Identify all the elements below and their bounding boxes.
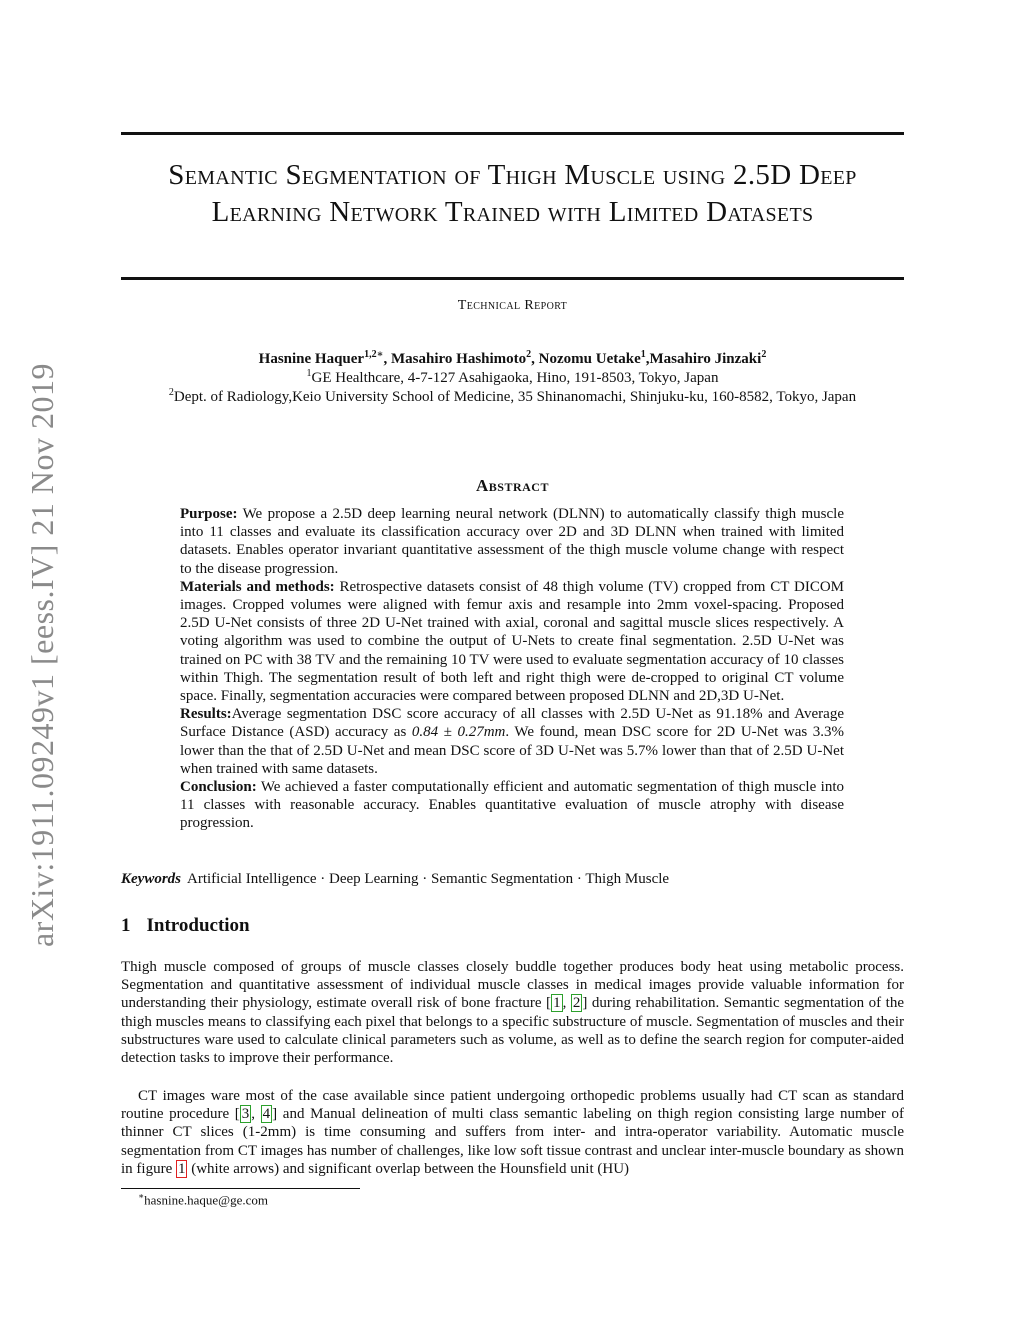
arxiv-identifier-stamp: arXiv:1911.09249v1 [eess.IV] 21 Nov 2019 xyxy=(24,362,60,948)
paper-title: Semantic Segmentation of Thigh Muscle using 2.5D Deep Learning Network Trained with Limited Datasets xyxy=(168,159,857,228)
citation-link[interactable]: 1 xyxy=(553,995,561,1012)
abstract-methods xyxy=(180,578,844,705)
affiliation-1 xyxy=(121,369,904,388)
results-math: 0.84 ± 0.27mm xyxy=(411,724,506,741)
footnote-rule xyxy=(121,1188,360,1189)
affiliation-2 xyxy=(121,388,904,407)
author-block xyxy=(121,350,904,407)
keywords xyxy=(121,871,904,888)
paragraph-1-text-b: ] during rehabilitation. Semantic segmentation of the thigh muscles means to classifying each pixel that belongs to a specific substructure of muscle. Segmentation of muscles and their substructures ware used to calculate clinical parameters such as volume, as well as to define the search region for computer-aided detection tasks to improve their performance. xyxy=(121,995,905,1067)
footnote-mark: ∗ xyxy=(138,1191,145,1201)
purpose-label: Purpose: xyxy=(180,506,238,522)
author-1: Hasnine Haquer xyxy=(258,351,365,367)
section-number: 1 xyxy=(121,915,131,936)
citation-link[interactable]: 2 xyxy=(572,995,581,1012)
intro-paragraph-2 xyxy=(121,1087,904,1178)
author-4-affiliation: 2 xyxy=(761,349,767,360)
figure-reference-link[interactable]: 1 xyxy=(177,1160,186,1177)
abstract-results xyxy=(180,705,844,778)
results-text-b: . We found, mean DSC score for 2D U-Net was 3.3% lower than the that of 2.5D U-Net and mean DSC score of 3D U-Net was 5.7% lower than that of 2.5D U-Net when trained with same datasets. xyxy=(180,724,844,777)
author-4: ,Masahiro Jinzaki xyxy=(645,351,762,367)
results-text-a: Average segmentation DSC score accuracy of all classes with 2.5D U-Net as 91.18% and Average Surface Distance (ASD) accuracy as xyxy=(180,706,844,741)
section-heading xyxy=(121,915,250,937)
citation-separator: , xyxy=(562,995,571,1012)
abstract-purpose xyxy=(180,505,844,578)
section-title: Introduction xyxy=(146,915,250,936)
citation-link[interactable]: 3 xyxy=(241,1106,250,1123)
abstract-conclusion xyxy=(180,778,844,833)
purpose-text: We propose a 2.5D deep learning neural network (DLNN) to automatically classify thigh muscle into 11 classes and evaluate its classification accuracy over 2D and 3D DLNN when trained with limited datasets. Enables operator invariant quantitative assessment of the thigh muscle volume change with respect to the disease progression. xyxy=(180,506,844,577)
affiliation-1-mark: 1 xyxy=(306,368,312,379)
footnote xyxy=(138,1191,268,1208)
author-names xyxy=(121,350,904,369)
author-3: , Nozomu Uetake xyxy=(531,351,641,367)
affiliation-1-text: GE Healthcare, 4-7-127 Asahigaoka, Hino, 191-8503, Tokyo, Japan xyxy=(311,370,719,386)
results-label: Results: xyxy=(180,706,232,723)
paragraph-2-text-b: ] and Manual delineation of multi class semantic labeling on thigh region consisting large number of thinner CT slices (1-2mm) is time consuming and suffers from inter- and intra-operator variability. Automatic muscle segmentation from CT images has number of challenges, like low soft tissue contrast and unclear inter-muscle boundary as shown in figure xyxy=(121,1106,904,1177)
paragraph-1-text-a: Thigh muscle composed of groups of muscle classes closely buddle together produces body heat using metabolic process. Segmentation and quantitative assessment of individual muscle classes in medical images provide valuable information for understanding their physiology, estimate overall risk of bone fracture [ xyxy=(121,959,904,1012)
author-3-affiliation: 1 xyxy=(640,349,646,360)
methods-label: Materials and methods: xyxy=(180,578,335,595)
report-type: Technical Report xyxy=(457,298,568,313)
author-2: , Masahiro Hashimoto xyxy=(383,351,527,367)
title-top-rule xyxy=(121,132,904,135)
abstract-heading: Abstract xyxy=(476,476,549,495)
affiliation-2-text: Dept. of Radiology,Keio University School of Medicine, 35 Shinanomachi, Shinjuku-ku, 160-8582, Tokyo, Japan xyxy=(173,389,857,405)
paragraph-2-text-a: CT images ware most of the case available since patient undergoing orthopedic problems usually had CT scan as standard routine procedure [ xyxy=(121,1088,904,1123)
methods-text: Retrospective datasets consist of 48 thigh volume (TV) cropped from CT DICOM images. Cropped volumes were aligned with femur axis and resample into 2mm voxel-spacing. Proposed 2.5D U-Net consists of three 2D U-Net trained with axial, coronal and sagittal muscle slices respectively. A voting algorithm was used to combine the output of U-Nets to create final segmentation. 2.5D U-Net was trained on PC with 38 TV and the remaining 10 TV were used to evaluate segmentation accuracy of 10 classes within Thigh. The segmentation result of both left and right thigh were de-cropped to original CT volume space. Finally, segmentation accuracies were compared between proposed DLNN and 2D,3D U-Net. xyxy=(180,578,844,705)
title-bottom-rule xyxy=(121,277,904,280)
author-2-affiliation: 2 xyxy=(526,349,532,360)
conclusion-label: Conclusion: xyxy=(180,779,257,796)
footnote-email: hasnine.haque@ge.com xyxy=(144,1192,268,1208)
affiliation-2-mark: 2 xyxy=(168,387,174,398)
author-1-affiliation: 1,2 xyxy=(364,349,377,360)
intro-paragraph-1 xyxy=(121,958,904,1067)
keywords-label: Keywords xyxy=(121,871,181,887)
citation-link[interactable]: 4 xyxy=(262,1106,271,1123)
conclusion-text: We achieved a faster computationally efficient and automatic segmentation of thigh muscle into 11 classes with reasonable accuracy. Enables quantitative evaluation of muscle atrophy with disease progression. xyxy=(180,779,844,832)
citation-separator: , xyxy=(251,1106,261,1123)
keywords-list: Artificial Intelligence · Deep Learning · Semantic Segmentation · Thigh Muscle xyxy=(187,871,670,887)
abstract-body xyxy=(180,505,844,833)
paragraph-2-text-c: (white arrows) and significant overlap between the Hounsfield unit (HU) xyxy=(187,1160,630,1177)
author-1-footnote-mark: ∗ xyxy=(376,349,384,360)
